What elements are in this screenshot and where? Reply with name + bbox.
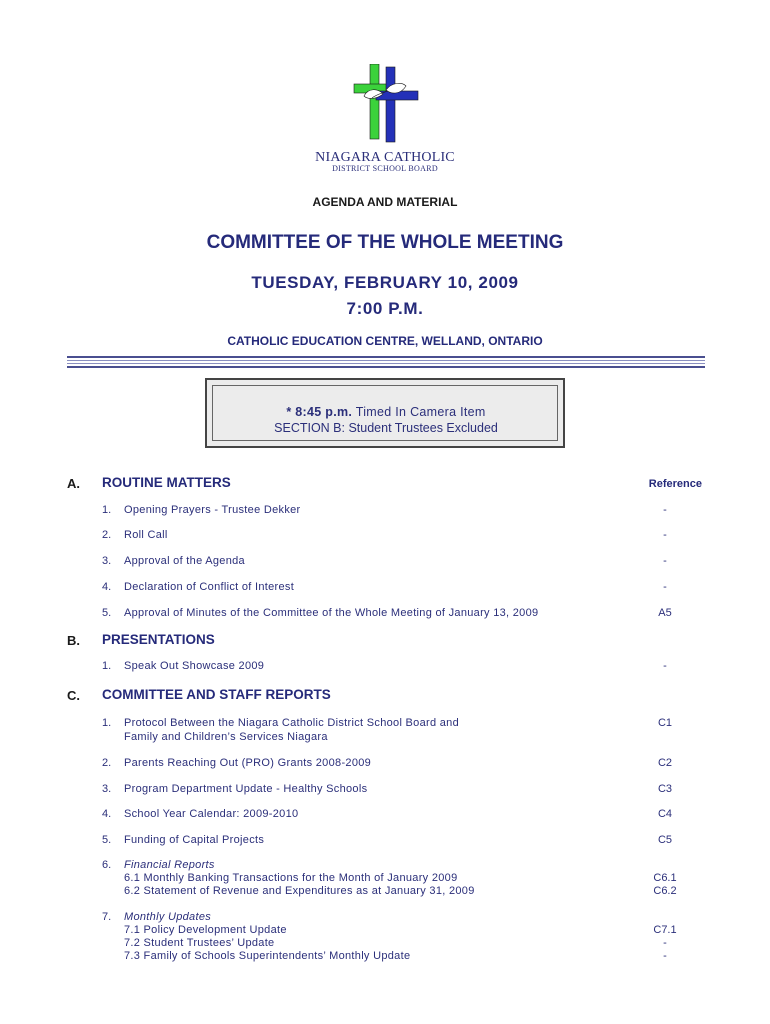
divider-rule [67,360,705,361]
divider-rule [67,366,705,368]
section-letter-b: B. [67,633,80,648]
item-reference: - [663,555,667,567]
item-reference: - [663,581,667,593]
agenda-subitem: 7.3 Family of Schools Superintendents’ Monthly Update [124,950,411,962]
notice-inner-border [212,385,558,441]
item-number: 4. [102,581,112,593]
meeting-location: CATHOLIC EDUCATION CENTRE, WELLAND, ONTARIO [227,334,543,348]
item-reference: - [663,529,667,541]
notice-text: Timed In Camera Item [352,405,486,419]
item-reference: A5 [658,607,672,619]
org-name: NIAGARA CATHOLIC [315,150,455,165]
item-reference: - [663,504,667,516]
agenda-label: AGENDA AND MATERIAL [312,195,458,209]
item-number: 1. [102,660,112,672]
section-title-presentations: PRESENTATIONS [102,632,215,647]
divider-rule [67,356,705,358]
item-number: 2. [102,529,112,541]
agenda-item: Funding of Capital Projects [124,834,265,846]
notice-line-1 [213,405,559,419]
agenda-subitem: 6.1 Monthly Banking Transactions for the Month of January 2009 [124,872,458,884]
section-letter-a: A. [67,476,80,491]
item-reference: C3 [657,783,673,795]
reference-column-header: Reference [648,478,702,490]
agenda-subitem: 7.1 Policy Development Update [124,924,287,936]
item-reference: - [663,660,667,672]
item-number: 2. [102,757,112,769]
agenda-item: Speak Out Showcase 2009 [124,660,265,672]
item-number: 5. [102,834,112,846]
item-reference: C1 [657,717,673,729]
divider-rule [67,363,705,364]
item-number: 3. [102,555,112,567]
item-reference: C6.1 [653,872,677,884]
item-number: 5. [102,607,112,619]
item-reference: C2 [657,757,673,769]
school-board-logo [350,64,420,144]
agenda-subitem: 6.2 Statement of Revenue and Expenditures as at January 31, 2009 [124,885,475,897]
item-reference: C6.2 [653,885,677,897]
agenda-item: Protocol Between the Niagara Catholic District School Board and [124,717,460,729]
agenda-item: Approval of the Agenda [124,555,245,567]
agenda-item: Parents Reaching Out (PRO) Grants 2008-2009 [124,757,372,769]
item-reference: - [663,950,667,962]
agenda-item-heading: Monthly Updates [124,911,212,923]
agenda-item: Program Department Update - Healthy Schools [124,783,368,795]
agenda-item: Opening Prayers - Trustee Dekker [124,504,301,516]
meeting-time: 7:00 P.M. [346,299,424,318]
notice-time: * 8:45 p.m. [286,405,353,419]
item-number: 7. [102,911,112,923]
agenda-item: School Year Calendar: 2009-2010 [124,808,299,820]
agenda-item-heading: Financial Reports [124,859,215,871]
item-number: 1. [102,504,112,516]
item-reference: C5 [657,834,673,846]
item-number: 4. [102,808,112,820]
item-reference: - [663,937,667,949]
org-subtitle: DISTRICT SCHOOL BOARD [332,164,438,173]
item-number: 1. [102,717,112,729]
agenda-item: Approval of Minutes of the Committee of the Whole Meeting of January 13, 2009 [124,607,539,619]
item-reference: C4 [657,808,673,820]
agenda-item-continued: Family and Children’s Services Niagara [124,731,328,743]
section-letter-c: C. [67,688,80,703]
item-number: 3. [102,783,112,795]
meeting-date: TUESDAY, FEBRUARY 10, 2009 [251,273,519,292]
item-reference: C7.1 [653,924,677,936]
page-title: COMMITTEE OF THE WHOLE MEETING [206,232,564,253]
notice-line-2: SECTION B: Student Trustees Excluded [274,421,498,435]
item-number: 6. [102,859,112,871]
agenda-item: Declaration of Conflict of Interest [124,581,295,593]
section-title-committee-staff-reports: COMMITTEE AND STAFF REPORTS [102,687,331,702]
section-title-routine-matters: ROUTINE MATTERS [102,475,231,490]
in-camera-notice-box [205,378,565,448]
agenda-item: Roll Call [124,529,168,541]
agenda-subitem: 7.2 Student Trustees’ Update [124,937,275,949]
